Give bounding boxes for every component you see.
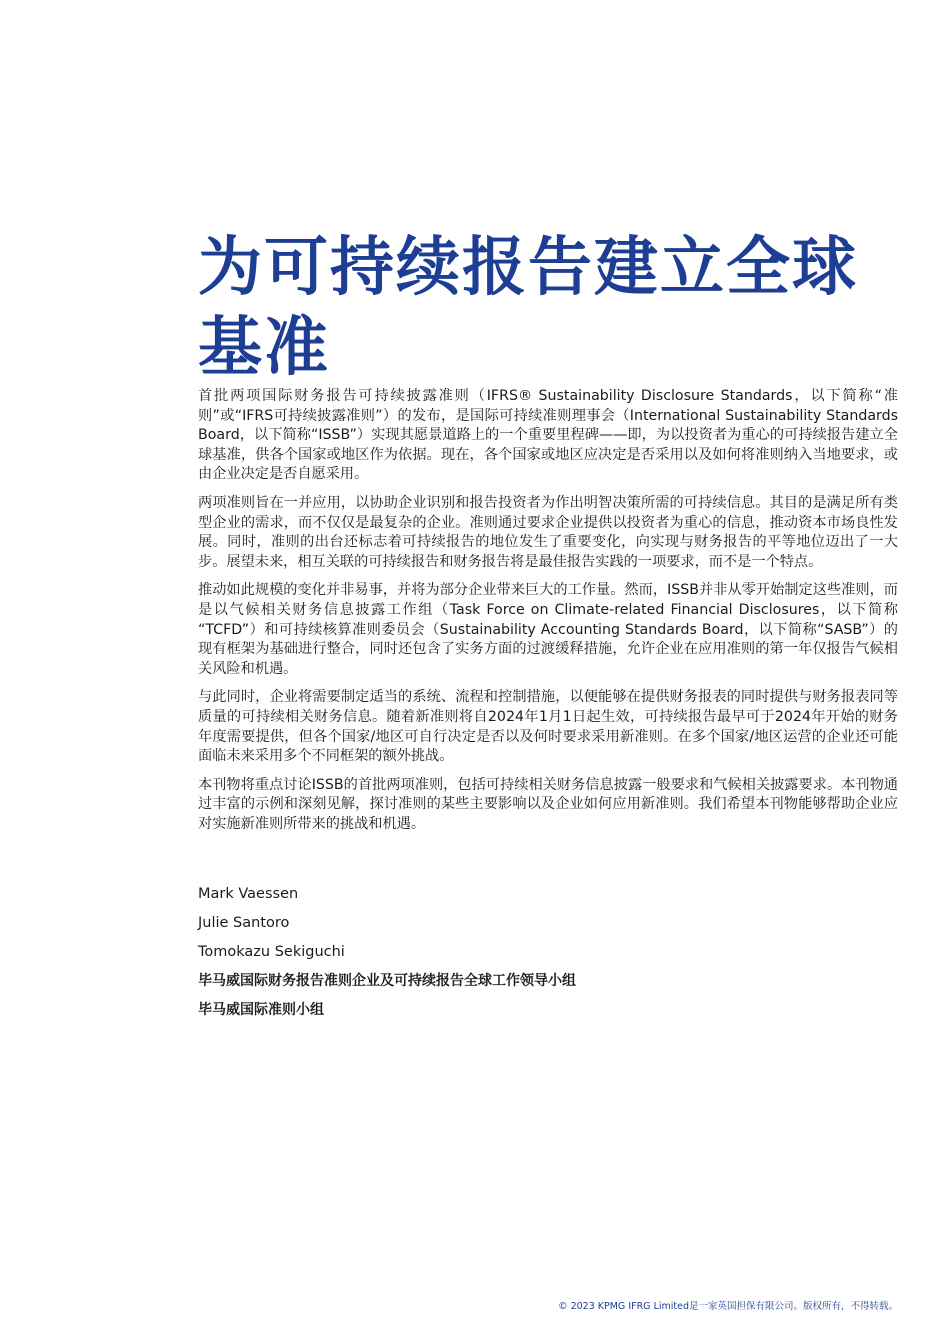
paragraph-4: 与此同时，企业将需要制定适当的系统、流程和控制措施，以便能够在提供财务报表的同时提供与财务报表同等质量的可持续相关财务信息。随着新准则将自2024年1月1日起生效，可持续报告最早可于2024年开始的财务年度需要提供，但各个国家/地区可自行决定是否以及何时要求采用新准则。在多个国家/地区运营的企业还可能面临未来采用多个不同框架的额外挑战。 xyxy=(198,689,898,765)
paragraph-3: 推动如此规模的变化并非易事，并将为部分企业带来巨大的工作量。然而，ISSB并非从零开始制定这些准则，而是以气候相关财务信息披露工作组（Task Force on Climate-related Financial Disclosures，以下简称 “TCFD”）和可持续核算准则委员会（Sustainability Accounting Standards Board，以下简称“SASB”）的现有框架为基础进行整合，同时还包含了实务方面的过渡缓释措施，允许企业在应用准则的第一年仅报告气候相关风险和机遇。 xyxy=(198,582,898,677)
signature-block xyxy=(198,880,898,1025)
page-title-line-2: 基准 xyxy=(198,311,330,385)
copyright-footer: © 2023 KPMG IFRG Limited是一家英国担保有限公司。版权所有，不得转载。 xyxy=(558,1301,898,1312)
paragraph-2: 两项准则旨在一并应用，以协助企业识别和报告投资者为作出明智决策所需的可持续信息。其目的是满足所有类型企业的需求，而不仅仅是最复杂的企业。准则通过要求企业提供以投资者为重心的信息，推动资本市场良性发展。同时，准则的出台还标志着可持续报告的地位发生了重要变化，向实现与财务报告的平等地位迈出了一大步。展望未来，相互关联的可持续报告和财务报告将是最佳报告实践的一项要求，而不是一个特点。 xyxy=(198,494,898,570)
signatory-group: 毕马威国际准则小组 xyxy=(198,1002,324,1018)
paragraph-5: 本刊物将重点讨论ISSB的首批两项准则，包括可持续相关财务信息披露一般要求和气候相关披露要求。本刊物通过丰富的示例和深刻见解，探讨准则的某些主要影响以及企业如何应用新准则。我们希望本刊物能够帮助企业应对实施新准则所带来的挑战和机遇。 xyxy=(198,776,898,832)
signatory-group: 毕马威国际财务报告准则企业及可持续报告全球工作领导小组 xyxy=(198,973,576,989)
paragraph-1: 首批两项国际财务报告可持续披露准则（IFRS® Sustainability Disclosure Standards，以下简称“准则”或“IFRS可持续披露准则”）的发布，是国际可持续准则理事会（International Sustainability Standards Board，以下简称“ISSB”）实现其愿景道路上的一个重要里程碑——即，为以投资者为重心的可持续报告建立全球基准，供各个国家或地区作为依据。现在，各个国家或地区应决定是否采用以及如何将准则纳入当地要求，或由企业决定是否自愿采用。 xyxy=(198,388,898,483)
signatory-name: Tomokazu Sekiguchi xyxy=(198,944,345,960)
signatory-name: Mark Vaessen xyxy=(198,886,299,902)
page-title-line-1: 为可持续报告建立全球 xyxy=(198,231,858,305)
page-title xyxy=(198,228,898,388)
intro-body xyxy=(198,387,898,843)
signatory-name: Julie Santoro xyxy=(198,915,290,931)
